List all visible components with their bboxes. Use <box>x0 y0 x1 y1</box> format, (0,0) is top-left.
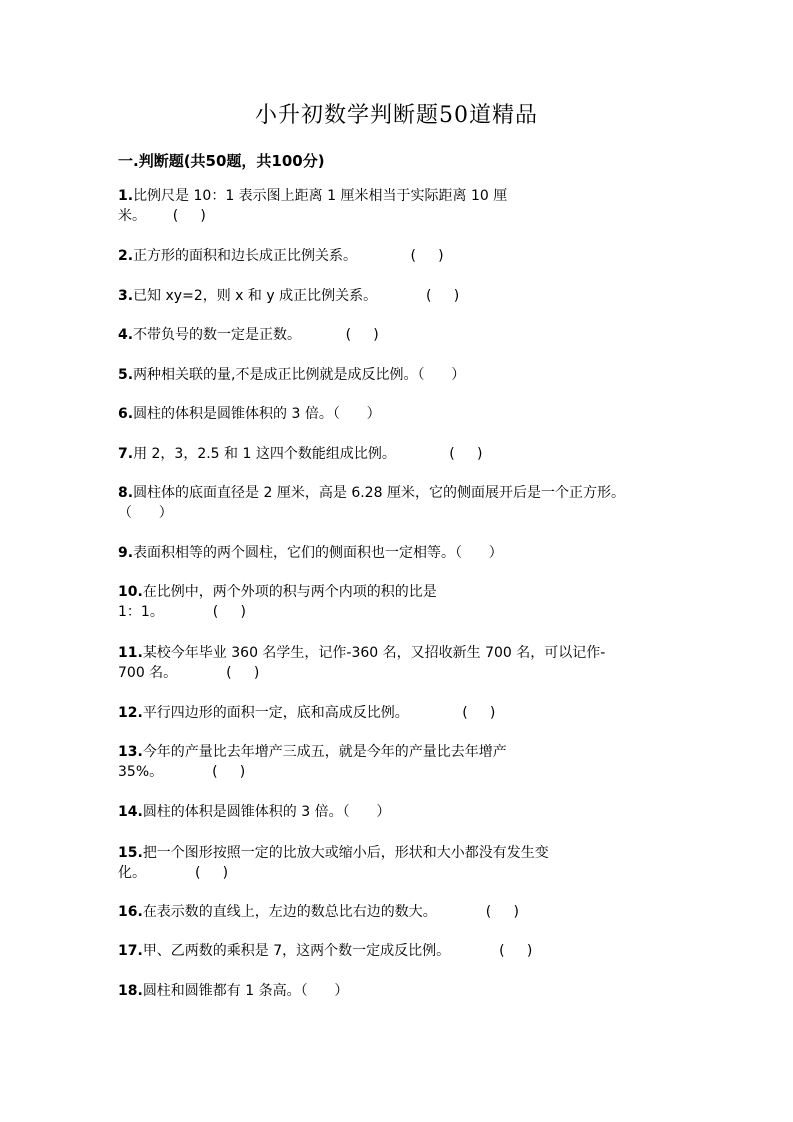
question-item <box>118 404 698 424</box>
question-text-line: 16.在表示数的直线上，左边的数总比右边的数大。 ( ) <box>118 904 519 920</box>
question-text-line: 1：1。 ( ) <box>118 604 246 620</box>
question-number: 8. <box>118 485 134 501</box>
question-item <box>118 742 698 782</box>
question-number: 17. <box>118 943 143 959</box>
question-text-line: 6.圆柱的体积是圆锥体积的 3 倍。（ ） <box>118 406 381 422</box>
question-text-line: 17.甲、乙两数的乘积是 7，这两个数一定成反比例。 ( ) <box>118 943 533 959</box>
question-number: 13. <box>118 744 143 760</box>
question-number: 7. <box>118 446 134 462</box>
question-number: 12. <box>118 705 143 721</box>
question-item <box>118 703 698 723</box>
question-number: 11. <box>118 645 143 661</box>
question-item <box>118 444 698 464</box>
question-item <box>118 902 698 922</box>
question-text-line: 11.某校今年毕业 360 名学生，记作-360 名，又招收新生 700 名，可以记作- <box>118 645 606 661</box>
question-item <box>118 286 698 306</box>
question-text-line: 7.用 2，3，2.5 和 1 这四个数能组成比例。 ( ) <box>118 446 483 462</box>
question-number: 5. <box>118 367 134 383</box>
question-item <box>118 802 698 822</box>
question-number: 2. <box>118 248 134 264</box>
question-text-line: 14.圆柱的体积是圆锥体积的 3 倍。（ ） <box>118 804 391 820</box>
question-item <box>118 981 698 1001</box>
section-heading: 一.判断题(共50题，共100分) <box>118 152 325 170</box>
page-title: 小升初数学判断题50道精品 <box>255 103 538 128</box>
question-text-line: 3.已知 xy=2，则 x 和 y 成正比例关系。 ( ) <box>118 288 460 304</box>
question-text-line: 化。 ( ) <box>118 865 229 881</box>
question-text-line: 12.平行四边形的面积一定，底和高成反比例。 ( ) <box>118 705 496 721</box>
question-text-line: 5.两种相关联的量,不是成正比例就是成反比例。（ ） <box>118 367 466 383</box>
question-item <box>118 325 698 345</box>
question-text-line: 35%。 ( ) <box>118 764 246 780</box>
question-item <box>118 941 698 961</box>
question-text-line: 1.比例尺是 10：1 表示图上距离 1 厘米相当于实际距离 10 厘 <box>118 188 508 204</box>
question-number: 15. <box>118 845 143 861</box>
question-number: 16. <box>118 904 143 920</box>
question-item <box>118 582 698 622</box>
question-number: 9. <box>118 545 134 561</box>
question-text-line: 米。 ( ) <box>118 208 206 224</box>
question-text-line: 15.把一个图形按照一定的比放大或缩小后，形状和大小都没有发生变 <box>118 845 549 861</box>
question-item <box>118 186 698 226</box>
question-text-line: 2.正方形的面积和边长成正比例关系。 ( ) <box>118 248 444 264</box>
question-text-line: 10.在比例中，两个外项的积与两个内项的积的比是 <box>118 584 437 600</box>
question-text-line: 4.不带负号的数一定是正数。 ( ) <box>118 327 379 343</box>
question-text-line: 13.今年的产量比去年增产三成五，就是今年的产量比去年增产 <box>118 744 507 760</box>
question-item <box>118 843 698 883</box>
question-number: 3. <box>118 288 134 304</box>
question-item <box>118 365 698 385</box>
question-number: 6. <box>118 406 134 422</box>
question-number: 4. <box>118 327 134 343</box>
question-number: 18. <box>118 983 143 999</box>
question-item <box>118 483 698 523</box>
question-text-line: 9.表面积相等的两个圆柱，它们的侧面积也一定相等。（ ） <box>118 545 503 561</box>
question-item <box>118 543 698 563</box>
question-item <box>118 643 698 683</box>
question-text-line: 8.圆柱体的底面直径是 2 厘米，高是 6.28 厘米，它的侧面展开后是一个正方形。 <box>118 485 625 501</box>
question-text-line: 700 名。 ( ) <box>118 665 260 681</box>
question-number: 1. <box>118 188 134 204</box>
question-text-line: 18.圆柱和圆锥都有 1 条高。（ ） <box>118 983 349 999</box>
question-number: 10. <box>118 584 143 600</box>
question-text-line: （ ） <box>118 505 173 521</box>
question-number: 14. <box>118 804 143 820</box>
question-item <box>118 246 698 266</box>
